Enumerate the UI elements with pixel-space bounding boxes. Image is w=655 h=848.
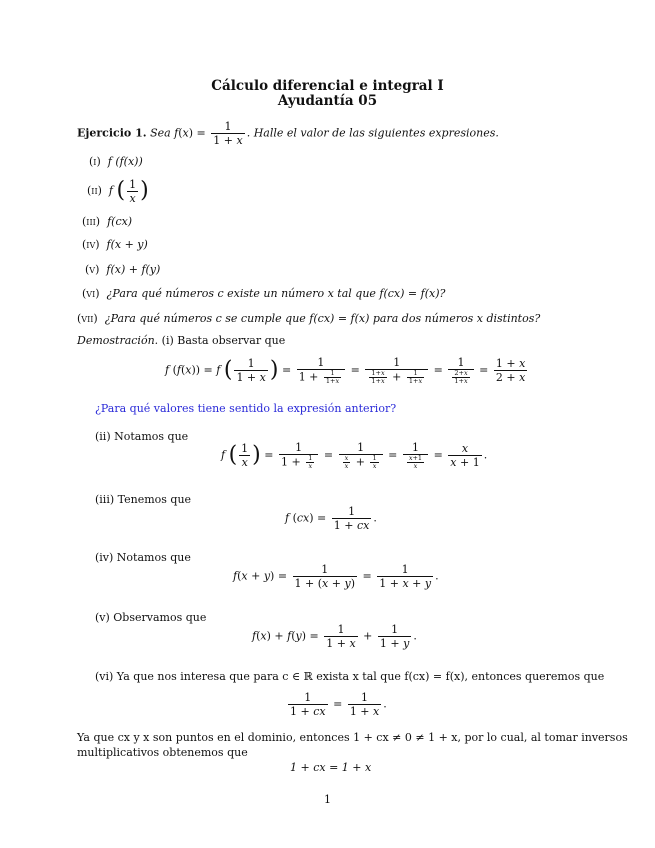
proof-vii-text-line2: multiplicativos obtenemos que — [77, 746, 248, 759]
proof-iv-label: (iv) Notamos que — [95, 551, 191, 564]
proof-v-label: (v) Observamos que — [95, 611, 207, 624]
proof-label: Demostración. — [77, 334, 159, 347]
course-title: Cálculo diferencial e integral I — [211, 78, 444, 94]
equation-i: f (f(x)) = f ( $\frac{1}{1 + x}$ ) = 1 1 + $\frac{1}{1+x}$ = 1 $\frac{1+x}{1+x}$ + $\frac{1}{1+x}$ = $\frac{1}{\frac{2+x}{1+x}}$ = $\frac{1 + x}{2 + x}$ — [165, 356, 526, 385]
item-ii: (ii) f ( $\frac{1}{x}$ ) — [87, 177, 149, 205]
equation-iv: f(x + y) = $\frac{1}{1 + (x + y)}$ = $\frac{1}{1 + x + y}$ . — [233, 563, 439, 590]
equation-iii: f (cx) = $\frac{1}{1 + cx}$ . — [285, 505, 377, 532]
equation-ii: f ( $\frac{1}{x}$ ) = 1 1 + $\frac{1}{x}$ = 1 $\frac{x}{x}$ + $\frac{1}{x}$ = $\frac{1}{\frac{x+1}{x}}$ = $\frac{x}{x + 1}$ . — [221, 441, 488, 470]
proof-vi-text: (vi) Ya que nos interesa que para c ∈ ℝ exista x tal que f(cx) = f(x), entonces queremos que — [95, 670, 605, 683]
equation-v: f(x) + f(y) = $\frac{1}{1 + x}$ + $\frac{1}{1 + y}$ . — [252, 623, 417, 650]
equation-vi: $\frac{1}{1 + cx}$ = $\frac{1}{1 + x}$ . — [290, 691, 387, 718]
item-vi: (vi) ¿Para qué números c existe un número x tal que f(cx) = f(x)? — [82, 287, 446, 300]
proof-vii-text-line1: Ya que cx y x son puntos en el dominio, entonces 1 + cx ≠ 0 ≠ 1 + x, por lo cual, al tomar inversos — [77, 731, 628, 744]
item-i: (i) f (f(x)) — [89, 155, 143, 168]
exercise-statement: Ejercicio 1. Sea f(x) = $\frac{1}{1 + x}$ . Halle el valor de las siguientes expresiones. — [77, 120, 499, 147]
proof-ii-label: (ii) Notamos que — [95, 430, 189, 443]
page-number: 1 — [324, 793, 331, 806]
proof-intro: Demostración. (i) Basta observar que — [77, 334, 286, 347]
session-title: Ayudantía 05 — [277, 93, 378, 109]
item-v: (v) f(x) + f(y) — [85, 263, 161, 276]
definition-fraction: $\frac{1}{1 + x}$ — [213, 120, 243, 147]
item-iv: (iv) f(x + y) — [82, 238, 148, 251]
proof-iii-label: (iii) Tenemos que — [95, 493, 192, 506]
item-vii: (vii) ¿Para qué números c se cumple que f(cx) = f(x) para dos números x distintos? — [77, 312, 541, 325]
exercise-label: Ejercicio 1. — [77, 126, 147, 140]
proof-question: ¿Para qué valores tiene sentido la expresión anterior? — [95, 402, 397, 415]
item-iii: (iii) f(cx) — [82, 215, 133, 228]
final-equation: 1 + cx = 1 + x — [290, 761, 372, 774]
